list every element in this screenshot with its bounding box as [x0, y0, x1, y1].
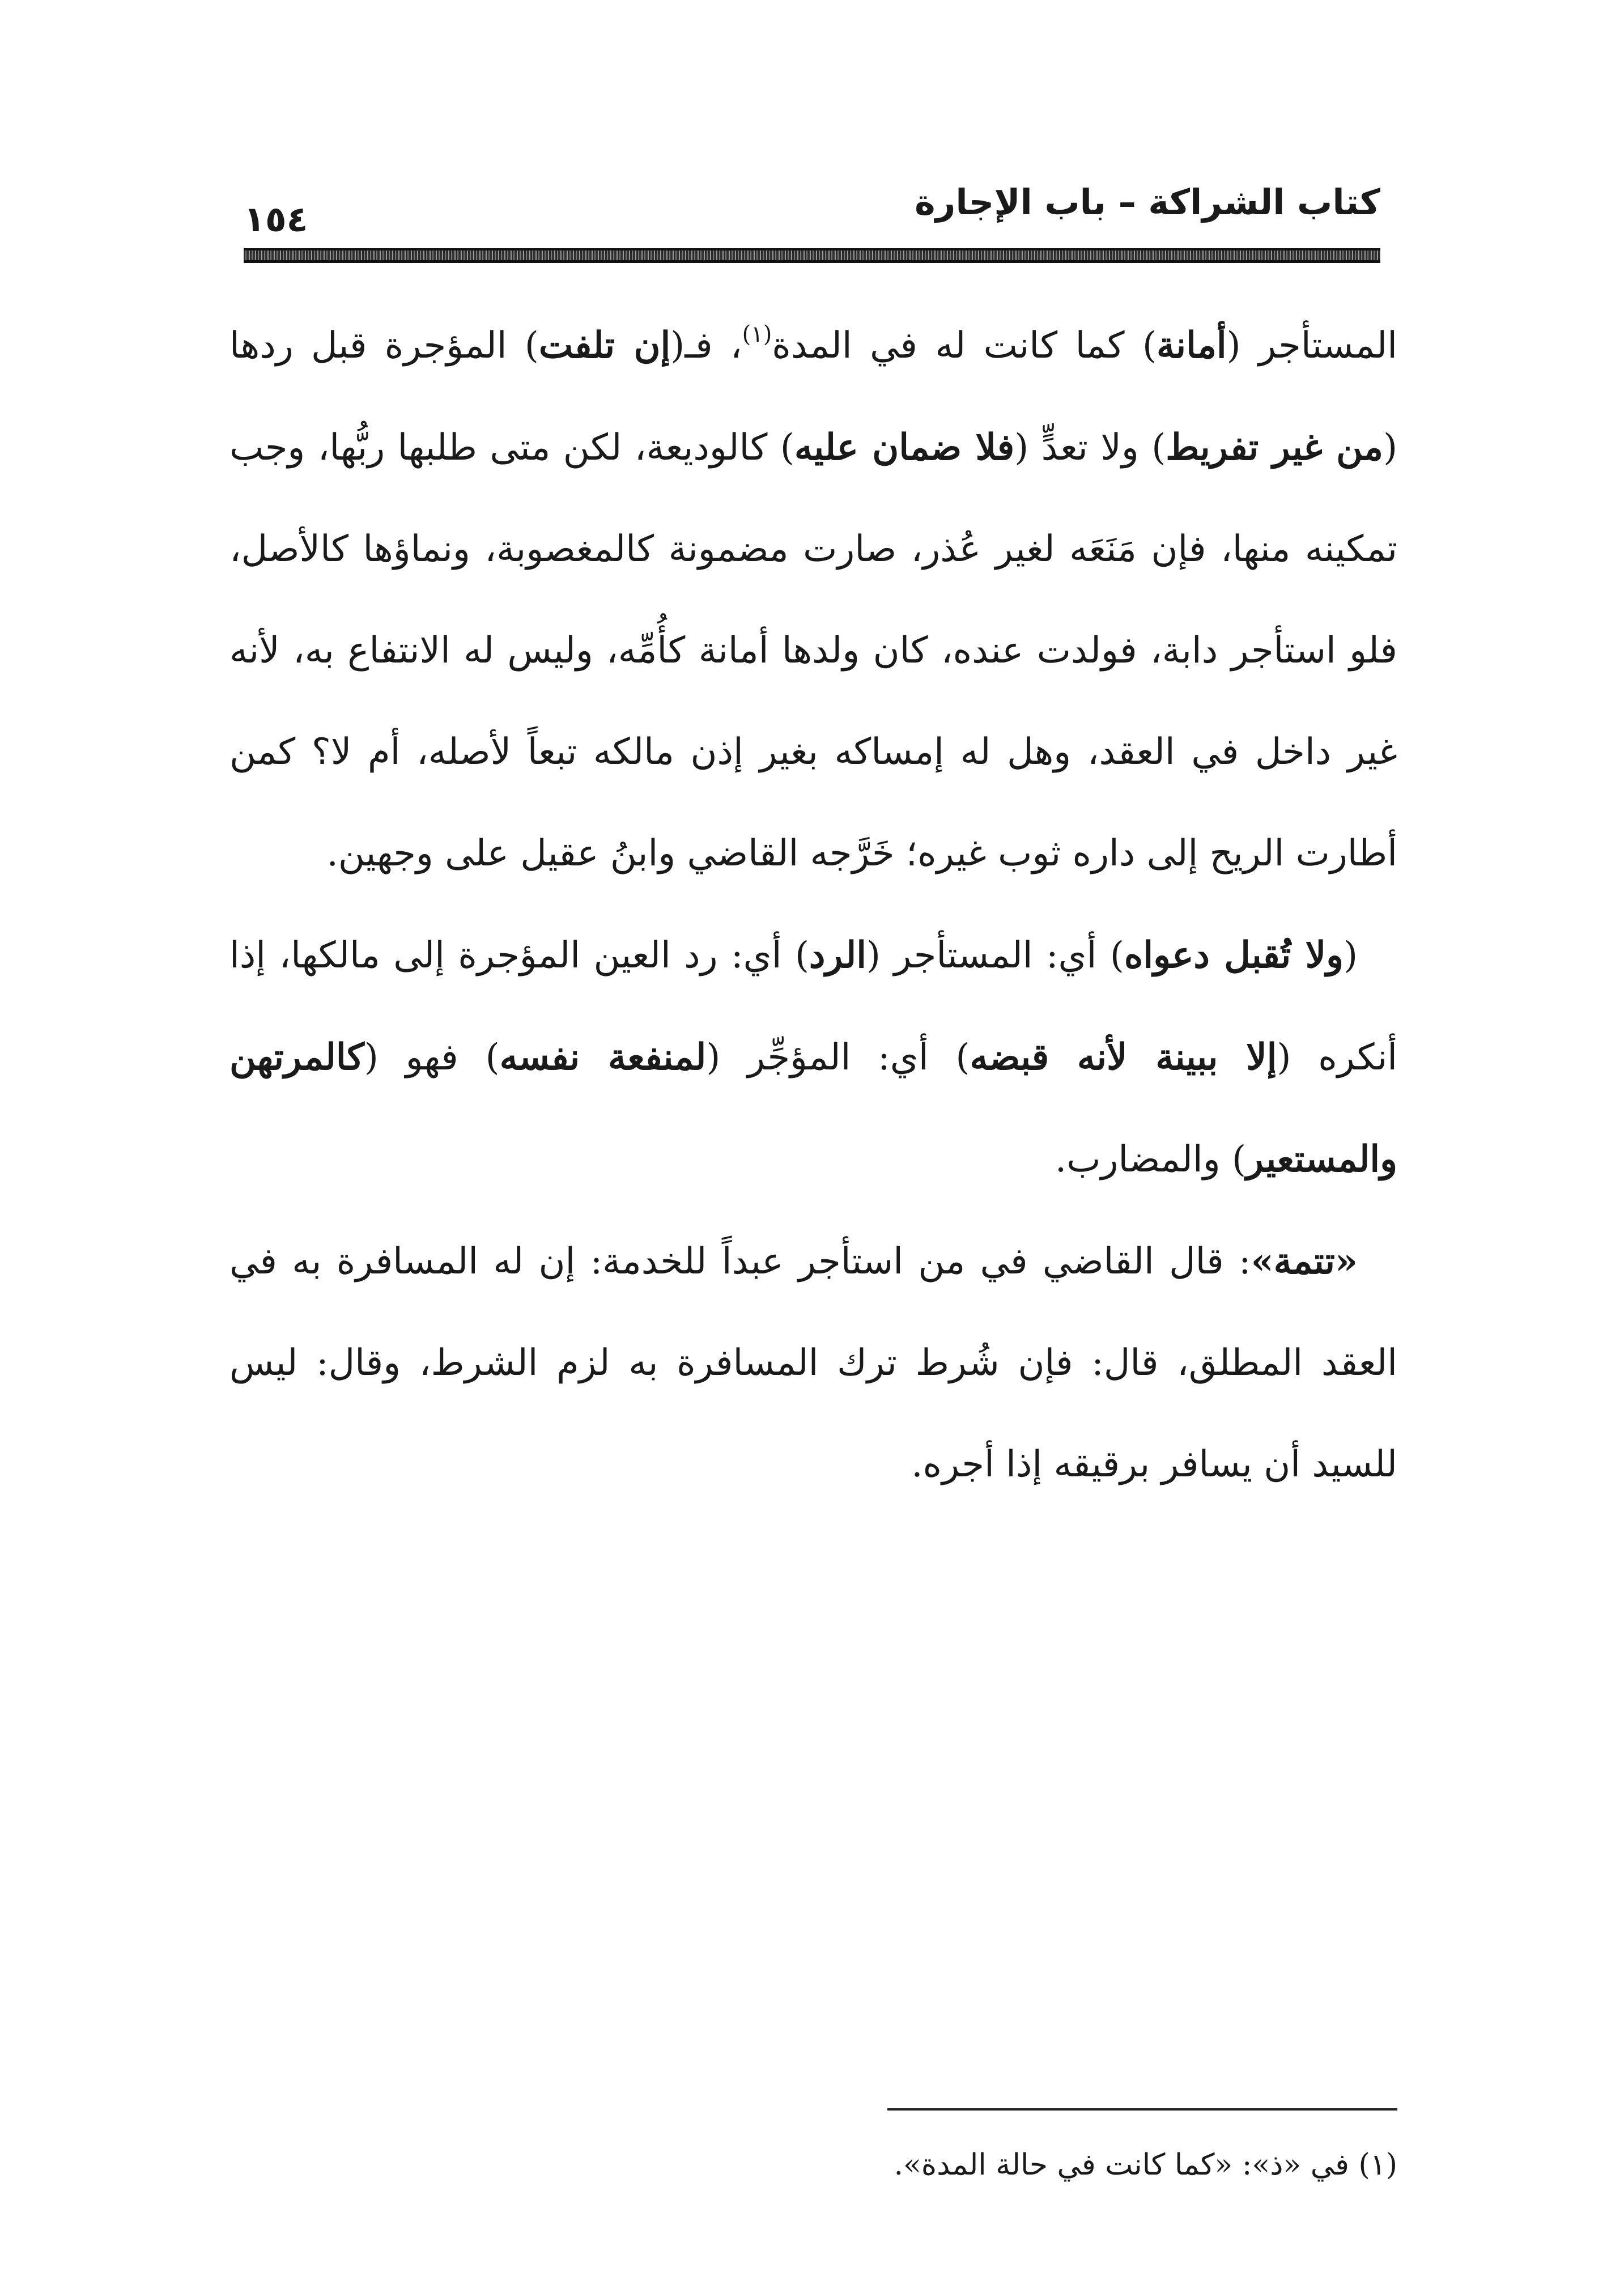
text-span: ) كالوديعة، لكن متى طلبها ربُّها، وجب تمكينه منها، فإن مَنَعَه لغير عُذر، صارت مضمونة كالمغصوبة، ونماؤها كالأصل، فلو استأجر دابة، فولدت عنده، كان ولدها أمانة كأُمِّه، وليس له الانتفاع به، لأنه غير داخل في العقد، وهل له إمساكه بغير إذن مالكه تبعاً لأصله، أم لا؟ كمن أطارت الريح إلى داره ثوب غيره؛ خَرَّجه القاضي وابنُ عقيل على وجهين.	[229, 427, 1397, 874]
main-text	[229, 295, 1397, 1515]
footnote-rule	[887, 2108, 1397, 2111]
page-number: ١٥٤	[244, 198, 308, 240]
footnote-reference[interactable]: (١)	[742, 321, 772, 347]
text-span: ) المؤجرة قبل ردها (	[229, 325, 1398, 469]
matn-text: ولا تُقبل دعواه	[1124, 934, 1344, 976]
text-span: ) كما كانت له في المدة	[772, 325, 1157, 367]
paragraph-3	[229, 1211, 1397, 1515]
matn-text: إلا ببينة لأنه قبضه	[970, 1036, 1277, 1078]
text-span: المستأجر (	[1226, 325, 1398, 367]
matn-text: من غير تفريط	[1166, 426, 1384, 469]
matn-text: الرد	[809, 934, 867, 976]
running-title: كتاب الشراكة – باب الإجارة	[915, 181, 1380, 223]
supplement-label: «تتمة»	[1251, 1240, 1358, 1283]
matn-text: فلا ضمان عليه	[794, 426, 1015, 469]
footnote: (١) في «ذ»: «كما كانت في حالة المدة».	[894, 2148, 1397, 2182]
page-header	[244, 170, 1380, 244]
text-span: (	[1344, 935, 1358, 976]
paragraph-2	[229, 905, 1397, 1211]
matn-text: أمانة	[1156, 324, 1227, 367]
text-span: ، فـ(	[670, 325, 742, 367]
text-span: ) أي: رد العين المؤجرة إلى مالكها، إذا أنكره (	[229, 935, 1398, 1078]
text-span: ) فهو (	[364, 1037, 500, 1078]
text-span: ) أي: المستأجر (	[866, 935, 1124, 976]
text-span: ) ولا تعدٍّ (	[1014, 427, 1166, 469]
text-span: ) أي: المؤجِّر (	[706, 1037, 970, 1078]
matn-text: لمنفعة نفسه	[499, 1036, 707, 1078]
text-span: ) والمضارب.	[1055, 1139, 1246, 1181]
text-span: : قال القاضي في من استأجر عبداً للخدمة: إن له المسافرة به في العقد المطلق، قال: فإن شُرط ترك المسافرة به لزم الشرط، وقال: ليس للسيد أن يسافر برقيقه إذا أجره.	[229, 1241, 1398, 1485]
matn-text: كالمرتهن والمستعير	[229, 1036, 1397, 1181]
header-rule	[244, 248, 1380, 263]
matn-text: إن تلفت	[538, 324, 671, 367]
paragraph-1	[229, 295, 1397, 905]
